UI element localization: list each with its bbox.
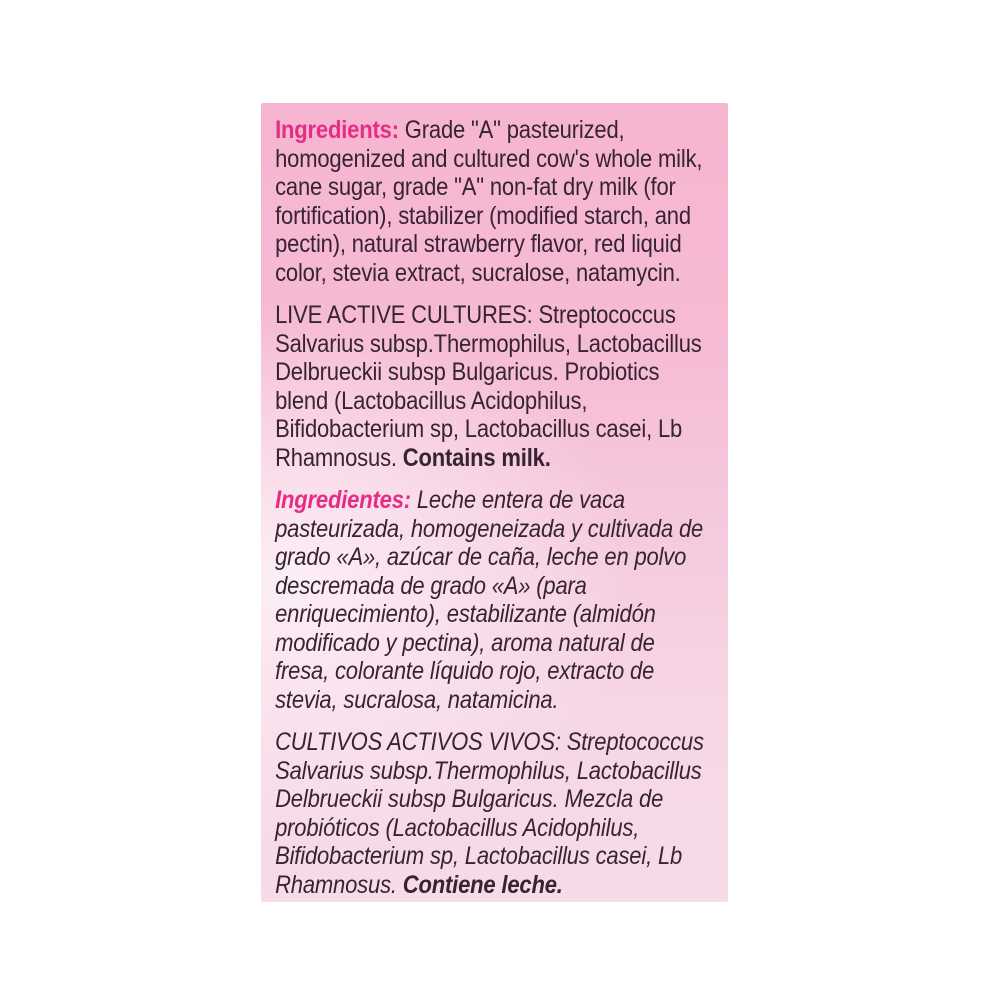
- text-line: cane sugar, grade "A" non-fat dry milk (for: [275, 173, 676, 201]
- text-line: pectin), natural strawberry flavor, red liquid: [275, 230, 682, 258]
- text-line: pasteurizada, homogeneizada y cultivada de: [275, 514, 704, 543]
- text-line: grado «A», azúcar de caña, leche en polvo: [275, 543, 687, 571]
- english-ingredients-paragraph: [275, 116, 728, 287]
- text-run: Rhamnosus.: [275, 443, 403, 472]
- allergen-statement-spanish: Contiene leche.: [402, 870, 563, 899]
- text-line: enriquecimiento), estabilizante (almidón: [275, 600, 656, 628]
- text-line: Delbrueckii subsp Bulgaricus. Probiotics: [275, 358, 660, 386]
- text-line: Salvarius subsp.Thermophilus, Lactobacillus: [275, 756, 702, 785]
- text-line: descremada de grado «A» (para: [275, 571, 587, 600]
- text-run: Rhamnosus.: [275, 870, 403, 899]
- text-run: Leche entera de vaca: [410, 486, 625, 514]
- text-run: Grade "A" pasteurized,: [398, 116, 625, 144]
- text-line: color, stevia extract, sucralose, natamycin.: [275, 258, 681, 287]
- text-line: [275, 871, 728, 900]
- text-line: fresa, colorante líquido rojo, extracto de: [275, 657, 655, 685]
- label-text-block: [261, 103, 728, 899]
- text-line: stevia, sucralosa, natamicina.: [275, 685, 559, 714]
- text-line: homogenized and cultured cow's whole milk,: [275, 144, 703, 173]
- spanish-ingredients-paragraph: [275, 486, 728, 714]
- text-line: CULTIVOS ACTIVOS VIVOS: Streptococcus: [275, 728, 704, 756]
- spanish-cultures-paragraph: [275, 728, 728, 899]
- english-cultures-paragraph: [275, 301, 728, 472]
- spanish-ingredients-heading: Ingredientes:: [275, 486, 411, 514]
- text-line: [275, 116, 728, 145]
- text-line: probióticos (Lactobacillus Acidophilus,: [275, 813, 640, 842]
- english-ingredients-heading: Ingredients:: [275, 116, 399, 144]
- text-line: [275, 486, 728, 515]
- text-line: Delbrueckii subsp Bulgaricus. Mezcla de: [275, 785, 664, 813]
- allergen-statement-english: Contains milk.: [402, 443, 551, 472]
- text-line: [275, 444, 728, 473]
- text-line: LIVE ACTIVE CULTURES: Streptococcus: [275, 301, 676, 329]
- text-line: fortification), stabilizer (modified starch, and: [275, 201, 691, 230]
- text-line: Salvarius subsp.Thermophilus, Lactobacillus: [275, 329, 702, 358]
- text-line: blend (Lactobacillus Acidophilus,: [275, 386, 588, 415]
- text-line: Bifidobacterium sp, Lactobacillus casei, Lb: [275, 842, 683, 870]
- ingredients-label: [261, 103, 728, 902]
- text-line: modificado y pectina), aroma natural de: [275, 628, 655, 657]
- text-line: Bifidobacterium sp, Lactobacillus casei, Lb: [275, 415, 683, 443]
